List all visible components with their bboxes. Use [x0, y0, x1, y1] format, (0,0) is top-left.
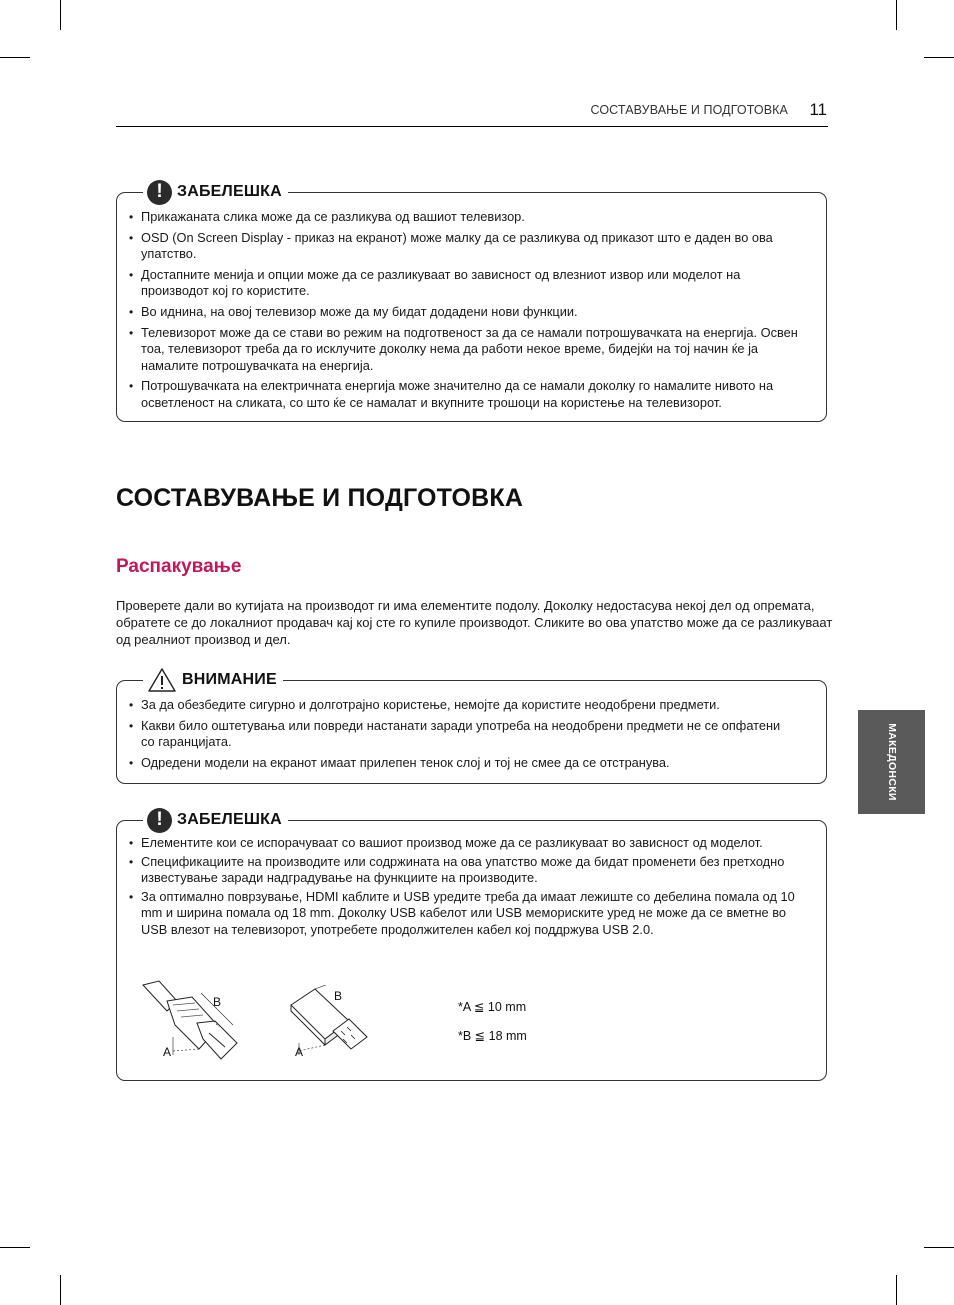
crop-mark — [60, 1275, 61, 1305]
crop-mark — [0, 1247, 30, 1248]
language-tab-label: МАКЕДОНСКИ — [885, 723, 898, 801]
intro-paragraph: Проверете дали во кутијата на производот ги има елементите подолу. Доколку недостасува некој дел од опремата, обратете се до локалниот продавач кај кој сте го купиле производот. Сликите во ова упатство може да се разликуваат од реалниот производ и дел. — [116, 598, 833, 647]
list-item: • Какви било оштетувања или повреди настанати заради употреба на неодобрени предмети не се опфатени со гаранцијата. — [117, 718, 786, 751]
crop-mark — [924, 1247, 954, 1248]
crop-mark — [924, 57, 954, 58]
hdmi-label-b: B — [213, 995, 222, 1009]
crop-mark — [60, 0, 61, 30]
hdmi-label-a: A — [163, 1045, 172, 1059]
list-item: • Елементите кои се испорачуваат со вашиот производ може да се разликуваат во зависност од моделот. — [117, 835, 810, 852]
note-box-top — [116, 181, 827, 422]
warning-triangle-icon — [147, 667, 177, 693]
crop-mark — [896, 1275, 897, 1305]
note-list — [117, 835, 810, 941]
page-title: СОСТАВУВАЊЕ И ПОДГОТОВКА — [116, 484, 524, 512]
list-item: • Спецификациите на производите или содржината на ова упатство може да бидат променети без претходно известување заради надградување на функциите на производите. — [117, 854, 810, 887]
note-list — [117, 209, 810, 416]
note-box-bottom — [116, 809, 827, 1081]
list-item: • Достапните менија и опции може да се разликуваат во зависност од влезниот извор или моделот на производот кој го користите. — [117, 267, 810, 300]
caution-box — [116, 671, 827, 784]
list-item: • Телевизорот може да се стави во режим на подготвеност за да се намали потрошувачката на енергија. Освен тоа, телевизорот треба да го исклучите доколку нема да работи некое време, бидејќи на тој начин ќе ја намалите потрошувачката на енергија. — [117, 325, 810, 375]
list-item: • Во иднина, на овој телевизор може да му бидат додадени нови функции. — [117, 304, 810, 321]
exclamation-circle-icon: ! — [147, 180, 172, 205]
note-box-label — [143, 806, 288, 834]
running-header — [116, 100, 828, 127]
spec-b-text: *B ≦ 18 mm — [458, 1029, 527, 1043]
running-header-title: СОСТАВУВАЊЕ И ПОДГОТОВКА — [590, 103, 788, 117]
usb-label-b: B — [334, 989, 343, 1003]
language-tab — [858, 710, 925, 814]
note-label-text: ЗАБЕЛЕШКА — [177, 811, 282, 828]
section-heading: Распакување — [116, 556, 242, 577]
note-label-text: ЗАБЕЛЕШКА — [177, 183, 282, 200]
list-item: • За оптимално поврзување, HDMI каблите и USB уредите треба да имаат лежиште со дебелина помала од 10 mm и ширина помала од 18 mm. Доколку USB кабелот или USB мемориските уред не може да се вметне во USB влезот на телевизорот, употребете продолжителен кабел кој поддржува USB 2.0. — [117, 889, 810, 939]
list-item: • OSD (On Screen Display - приказ на екранот) може малку да се разликува од приказот што е даден во ова упатство. — [117, 230, 810, 263]
exclamation-circle-icon: ! — [147, 808, 172, 833]
crop-mark — [896, 0, 897, 30]
caution-box-label — [143, 666, 283, 694]
crop-mark — [0, 57, 30, 58]
caution-label-text: ВНИМАНИЕ — [182, 671, 277, 688]
spec-a-text: *A ≦ 10 mm — [458, 1000, 527, 1014]
page-number: 11 — [809, 100, 827, 119]
list-item: • Одредени модели на екранот имаат прилепен тенок слој и тој не смее да се отстранува. — [117, 755, 786, 772]
list-item: • Прикажаната слика може да се разликува од вашиот телевизор. — [117, 209, 810, 226]
usb-label-a: A — [295, 1045, 304, 1059]
hdmi-connector-diagram — [137, 979, 257, 1064]
caution-list — [117, 697, 786, 775]
list-item: • За да обезбедите сигурно и долготрајно користење, немојте да користите неодобрени предмети. — [117, 697, 786, 714]
list-item: • Потрошувачката на електричната енергија може значително да се намали доколку го намалите нивото на осветленост на сликата, со што ќе се намалат и вкупните трошоци на користење на телевизорот. — [117, 378, 810, 411]
note-box-label — [143, 178, 288, 206]
